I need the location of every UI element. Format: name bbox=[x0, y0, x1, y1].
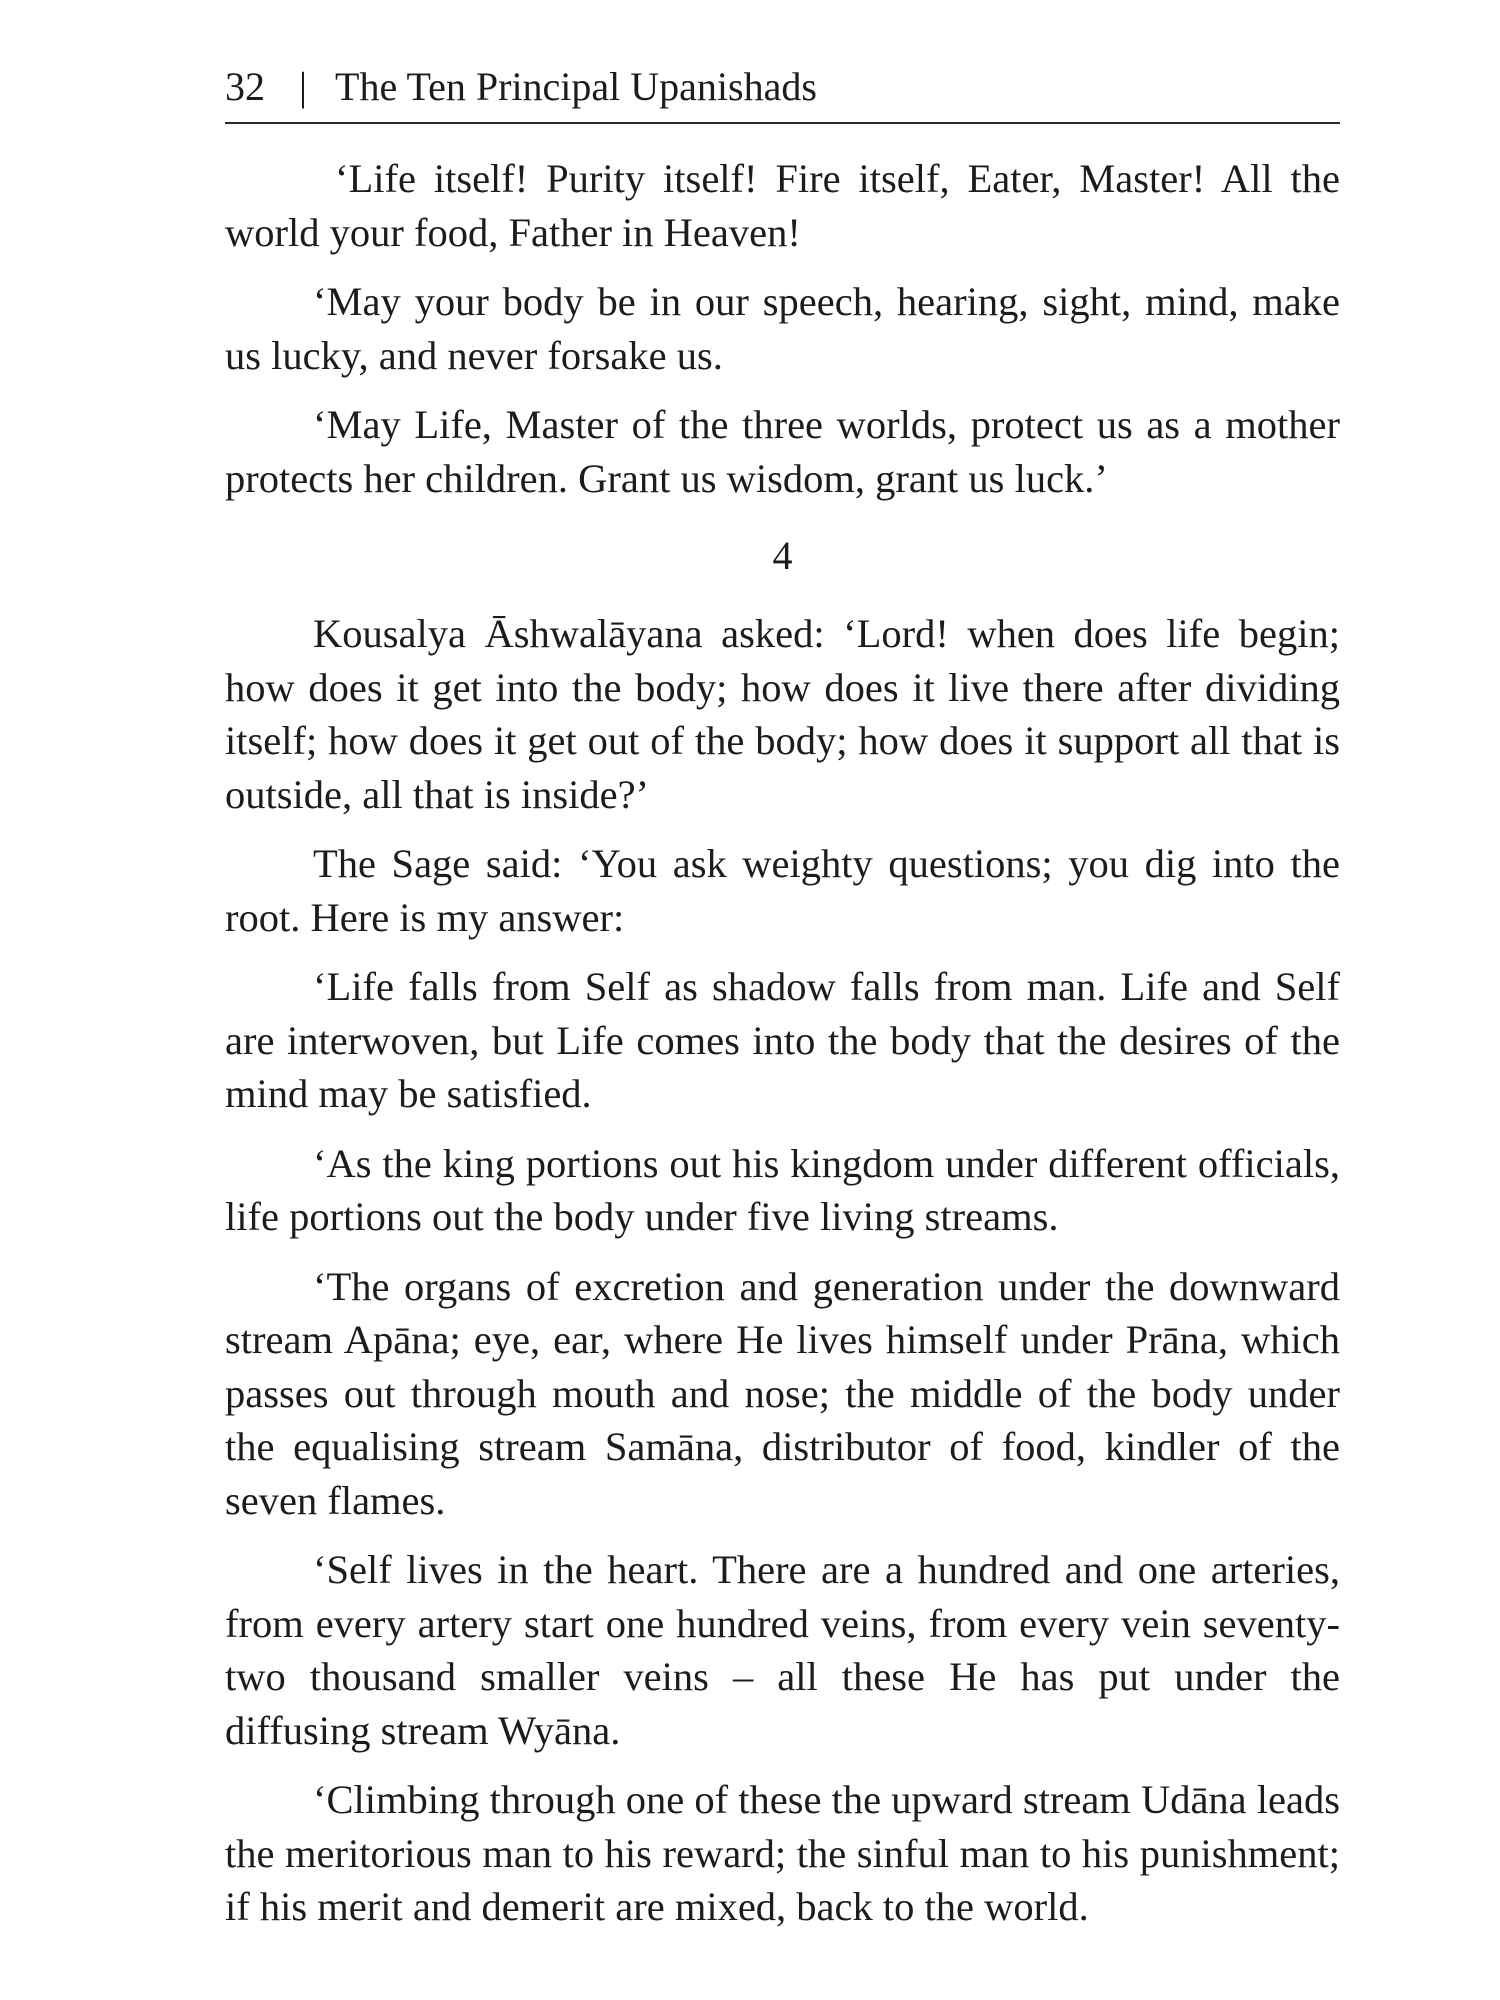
paragraph: ‘May Life, Master of the three worlds, protect us as a mother protects her children. Grant us wisdom, grant us luck.’ bbox=[225, 402, 1340, 501]
page-number: 32 bbox=[225, 64, 265, 109]
body-text bbox=[225, 152, 1340, 1950]
header-separator: | bbox=[299, 64, 308, 109]
running-header bbox=[225, 62, 1340, 124]
paragraph: ‘Life itself! Purity itself! Fire itself, Eater, Master! All the world your food, Father in Heaven! bbox=[225, 156, 1340, 255]
paragraph: Kousalya Āshwalāyana asked: ‘Lord! when does life begin; how does it get into the body; how does it live there after dividing itself; how does it get out of the body; how does it support all that is outside, all that is inside?’ bbox=[225, 611, 1340, 817]
paragraph: The Sage said: ‘You ask weighty questions; you dig into the root. Here is my answer: bbox=[225, 841, 1340, 940]
paragraph: ‘Life falls from Self as shadow falls from man. Life and Self are interwoven, but Life comes into the body that the desires of the mind may be satisfied. bbox=[225, 964, 1340, 1116]
paragraph: ‘The organs of excretion and generation under the downward stream Apāna; eye, ear, where He lives himself under Prāna, which passes out through mouth and nose; the middle of the body under the equalising stream Samāna, distributor of food, kindler of the seven flames. bbox=[225, 1263, 1340, 1523]
paragraph: ‘Climbing through one of these the upward stream Udāna leads the meritorious man to his reward; the sinful man to his punishment; if his merit and demerit are mixed, back to the world. bbox=[225, 1777, 1340, 1929]
book-title: The Ten Principal Upanishads bbox=[335, 64, 817, 109]
paragraph: ‘As the king portions out his kingdom under different officials, life portions out the body under five living streams. bbox=[225, 1140, 1340, 1239]
paragraph: ‘Self lives in the heart. There are a hundred and one arteries, from every artery start one hundred veins, from every vein seventy-two thousand smaller veins – all these He has put under the diffusing stream Wyāna. bbox=[225, 1547, 1340, 1753]
paragraph: ‘May your body be in our speech, hearing, sight, mind, make us lucky, and never forsake us. bbox=[225, 279, 1340, 378]
book-page bbox=[225, 0, 1340, 2000]
section-number: 4 bbox=[772, 533, 793, 578]
